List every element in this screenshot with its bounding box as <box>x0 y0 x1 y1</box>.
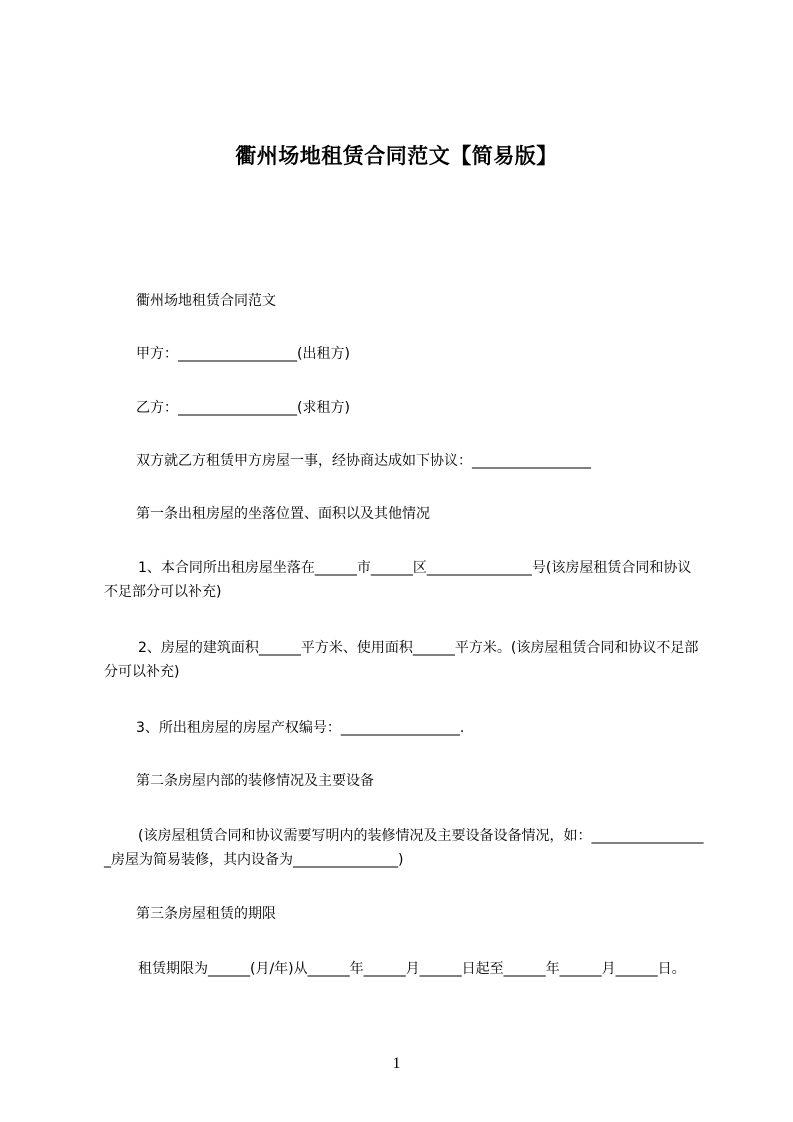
document-title: 衢州场地租赁合同范文【简易版】 <box>235 144 558 168</box>
party-a-line: 甲方：_________________(出租方) <box>136 346 350 362</box>
article-2-heading: 第二条房屋内部的装修情况及主要设备 <box>136 773 374 789</box>
article-3-heading: 第三条房屋租赁的期限 <box>136 906 276 922</box>
article-2-content: (该房屋租赁合同和协议需要写明内的装修情况及主要设备设备情况，如：_________________房屋为简易装修，其内设备为_______________) <box>104 828 704 868</box>
article-1-item-3: 3、所出租房屋的房屋产权编号：_________________. <box>136 720 465 736</box>
party-b-line: 乙方：_________________(求租方) <box>136 400 350 416</box>
subtitle-paragraph: 衢州场地租赁合同范文 <box>136 293 276 309</box>
article-1-heading: 第一条出租房屋的坐落位置、面积以及其他情况 <box>136 506 430 522</box>
article-1-item-1: 1、本合同所出租房屋坐落在______市______区_______________号(该房屋租赁合同和协议不足部分可以补充) <box>104 560 692 600</box>
page-number: 1 <box>392 1055 401 1072</box>
article-1-item-2: 2、房屋的建筑面积______平方米、使用面积______平方米。(该房屋租赁合同和协议不足部分可以补充) <box>104 640 699 680</box>
article-3-content: 租赁期限为______(月/年)从______年______月______日起至______年______月______日。 <box>138 961 686 977</box>
agreement-intro: 双方就乙方租赁甲方房屋一事，经协商达成如下协议：_________________ <box>136 453 591 469</box>
